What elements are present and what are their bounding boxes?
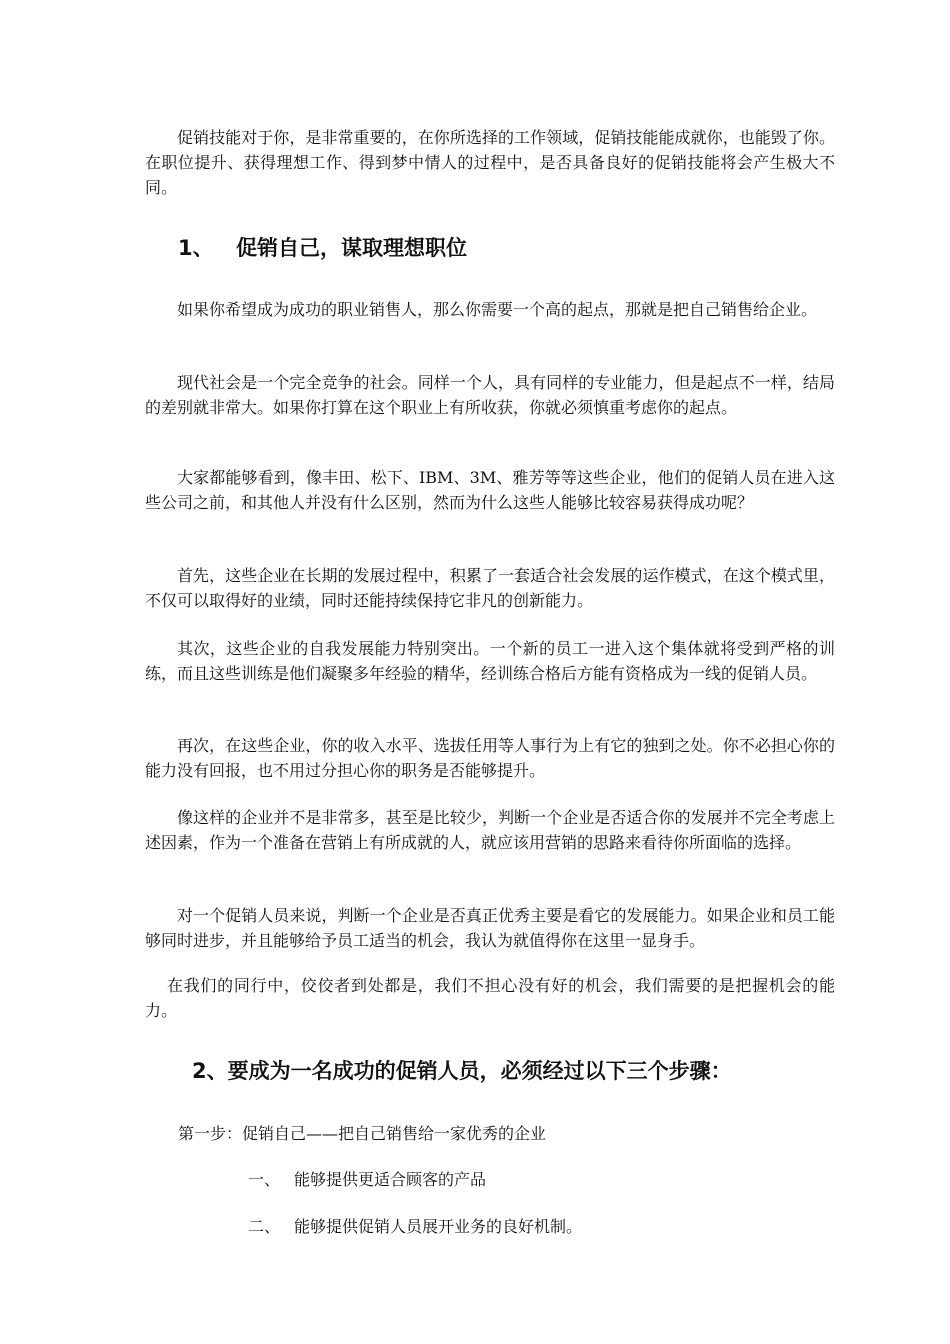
section-1-number: 1、 [178, 236, 214, 260]
paragraph-9: 在我们的同行中，佼佼者到处都是，我们不担心没有好的机会，我们需要的是把握机会的能力。 [145, 976, 835, 1020]
list-item-2-text: 能够提供促销人员展开业务的良好机制。 [294, 1217, 583, 1236]
list-item-1 [248, 1167, 486, 1192]
paragraph-8: 对一个促销人员来说，判断一个企业是否真正优秀主要是看它的发展能力。如果企业和员工能够同时进步，并且能够给予员工适当的机会，我认为就值得你在这里一显身手。 [145, 906, 835, 950]
paragraph-3: 大家都能够看到，像丰田、松下、IBM、3M、雅芳等等这些企业，他们的促销人员在进入这些公司之前，和其他人并没有什么区别，然而为什么这些人能够比较容易获得成功呢？ [145, 468, 835, 512]
intro-paragraph: 促销技能对于你，是非常重要的，在你所选择的工作领域，促销技能能成就你，也能毁了你。在职位提升、获得理想工作、得到梦中情人的过程中，是否具备良好的促销技能将会产生极大不同。 [145, 128, 835, 197]
paragraph-4: 首先，这些企业在长期的发展过程中，积累了一套适合社会发展的运作模式，在这个模式里，不仅可以取得好的业绩，同时还能持续保持它非凡的创新能力。 [145, 566, 835, 610]
paragraph-7: 像这样的企业并不是非常多，甚至是比较少，判断一个企业是否适合你的发展并不完全考虑上述因素，作为一个准备在营销上有所成就的人，就应该用营销的思路来看待你所面临的选择。 [145, 808, 835, 852]
step-1-line: 第一步：促销自己——把自己销售给一家优秀的企业 [178, 1124, 547, 1143]
list-item-1-text: 能够提供更适合顾客的产品 [294, 1170, 487, 1189]
list-item-2-number: 二、 [248, 1217, 281, 1236]
paragraph-6: 再次，在这些企业，你的收入水平、选拔任用等人事行为上有它的独到之处。你不必担心你的能力没有回报，也不用过分担心你的职务是否能够提升。 [145, 736, 835, 780]
section-1-heading [178, 234, 467, 262]
paragraph-5: 其次，这些企业的自我发展能力特别突出。一个新的员工一进入这个集体就将受到严格的训练，而且这些训练是他们凝聚多年经验的精华，经训练合格后方能有资格成为一线的促销人员。 [145, 639, 835, 683]
section-2-heading: 2、要成为一名成功的促销人员，必须经过以下三个步骤： [192, 1059, 732, 1083]
section-1-title: 促销自己，谋取理想职位 [236, 236, 467, 260]
paragraph-1: 如果你希望成为成功的职业销售人，那么你需要一个高的起点，那就是把自己销售给企业。 [177, 300, 818, 319]
list-item-2 [248, 1214, 582, 1239]
list-item-1-number: 一、 [248, 1170, 281, 1189]
paragraph-2: 现代社会是一个完全竞争的社会。同样一个人，具有同样的专业能力，但是起点不一样，结局的差别就非常大。如果你打算在这个职业上有所收获，你就必须慎重考虑你的起点。 [145, 373, 835, 417]
